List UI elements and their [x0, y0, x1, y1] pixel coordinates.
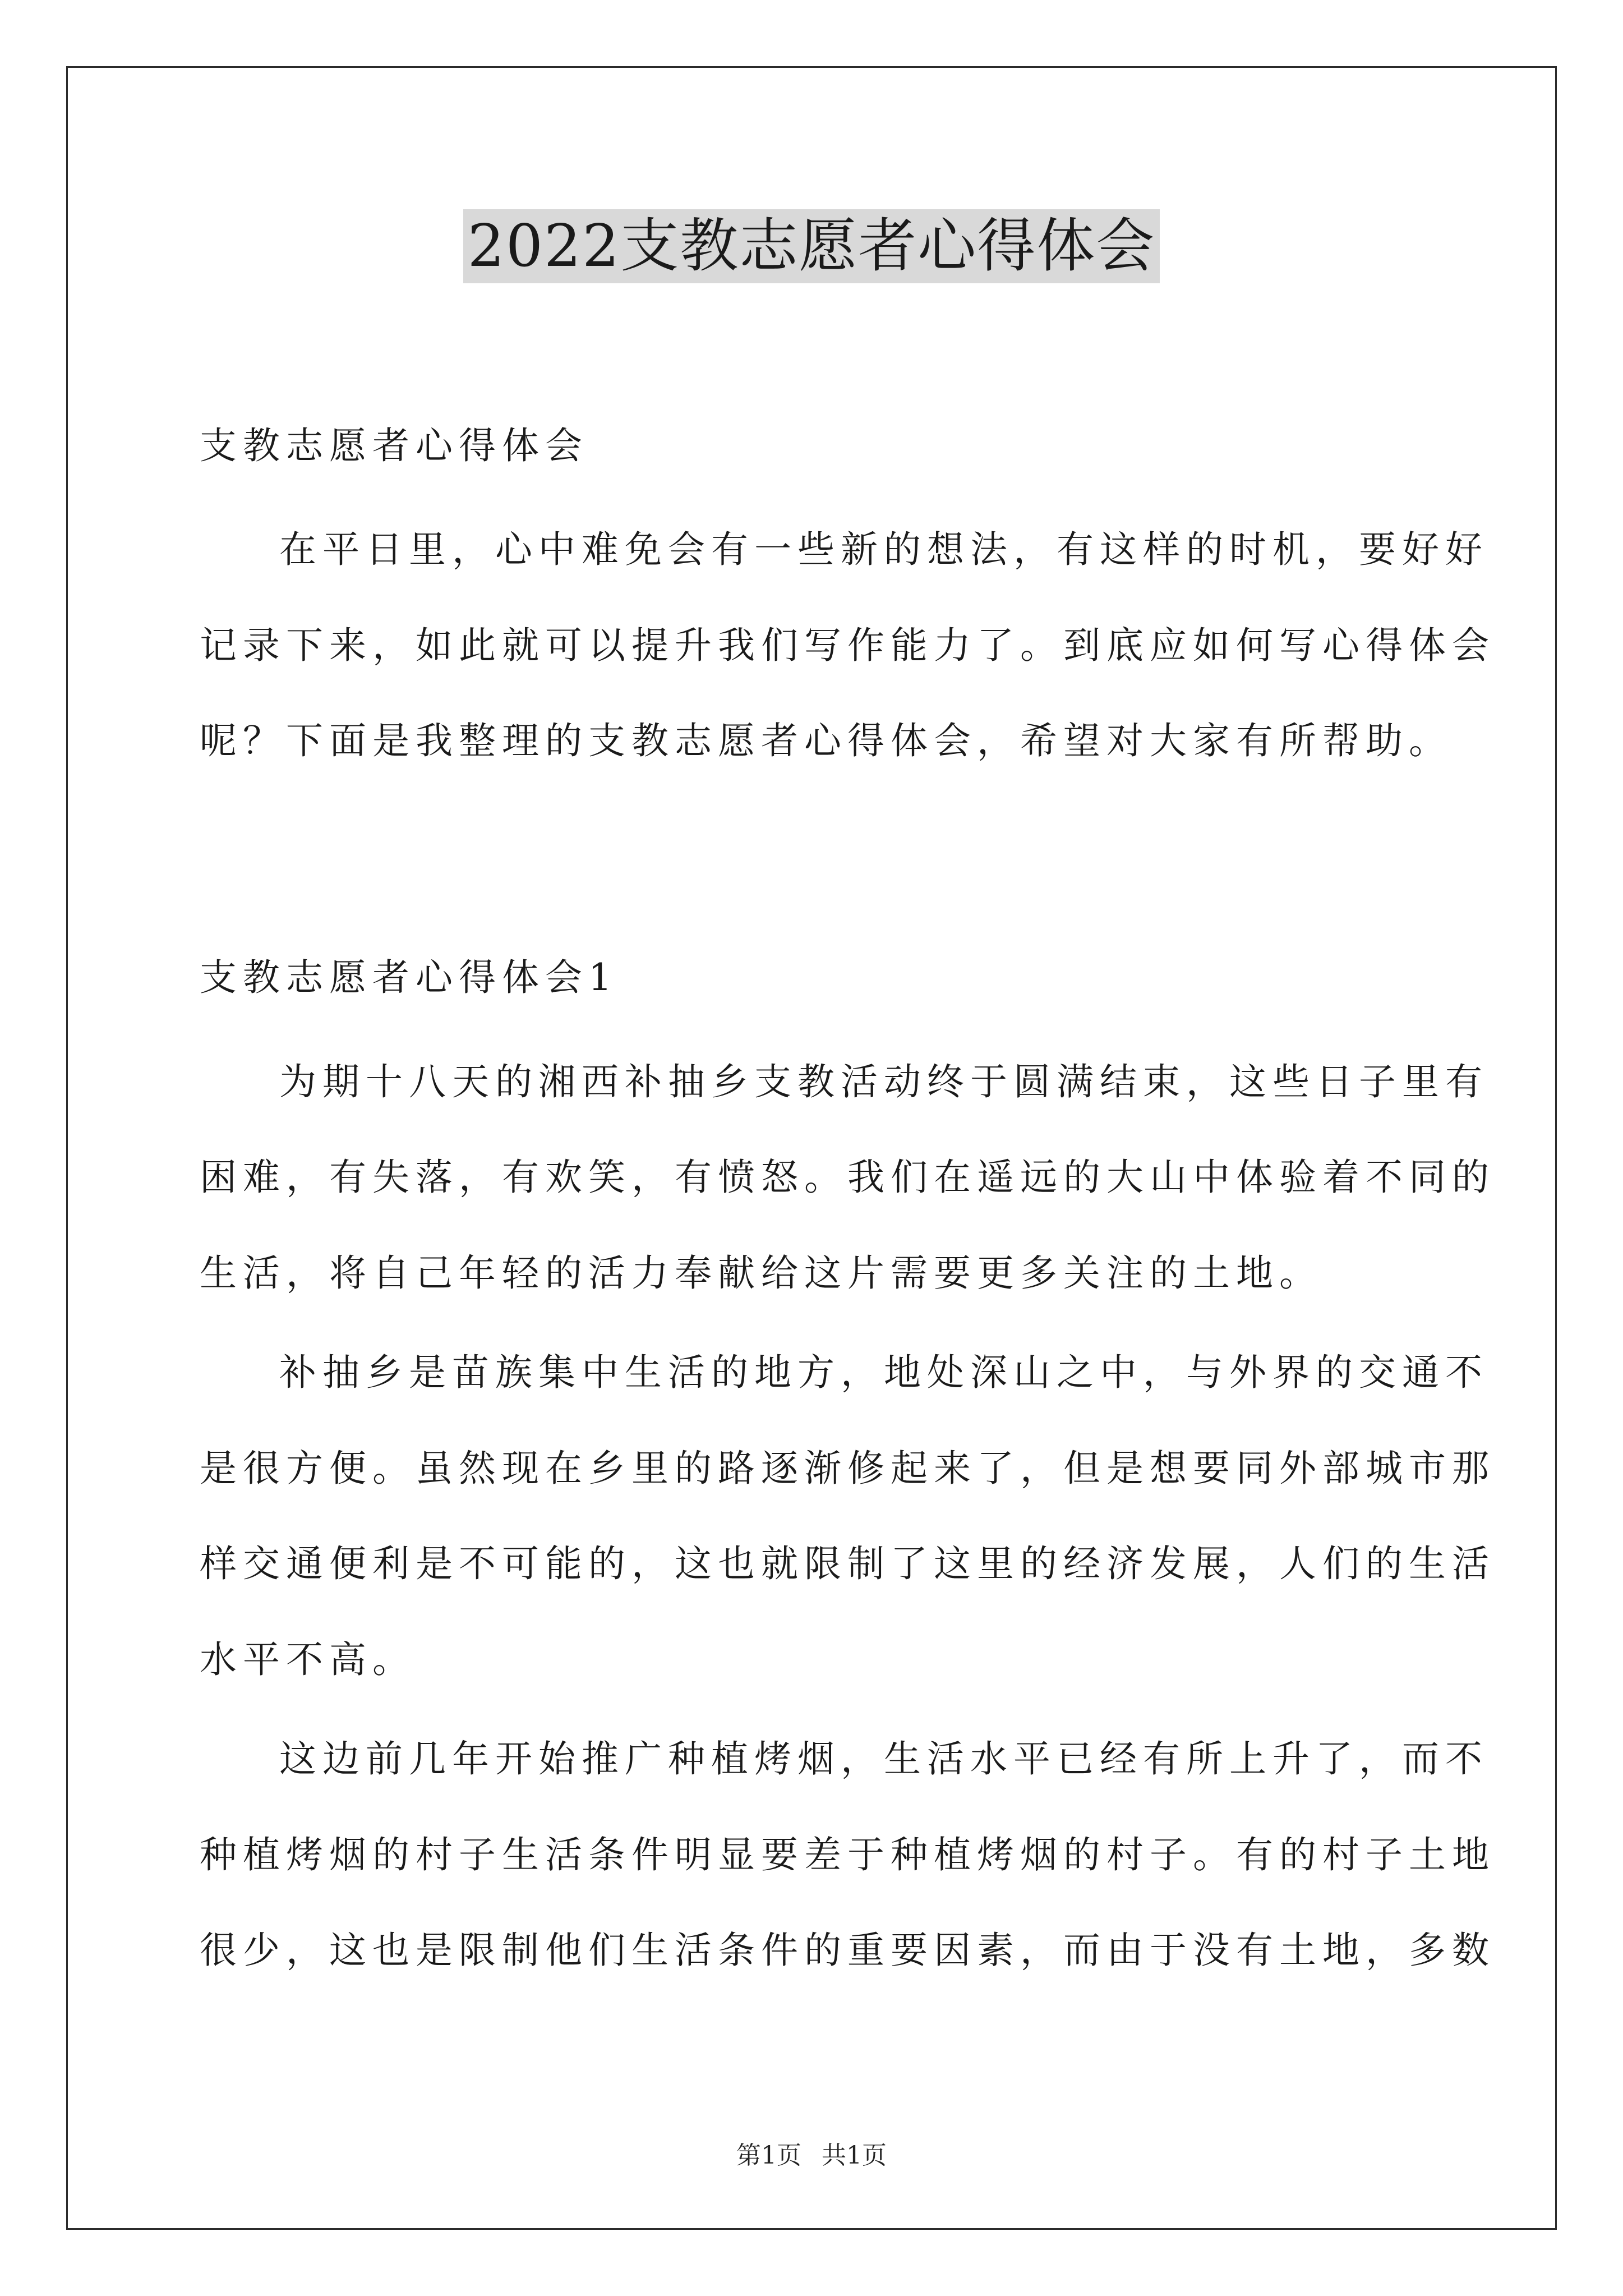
document-title: 2022支教志愿者心得体会 [463, 209, 1160, 283]
paragraph-line: 困难，有失落，有欢笑，有愤怒。我们在遥远的大山中体验着不同的 [200, 1156, 1495, 1199]
paragraph-line: 这边前几年开始推广种植烤烟，生活水平已经有所上升了，而不 [279, 1737, 1488, 1780]
paragraph-line: 是很方便。虽然现在乡里的路逐渐修起来了，但是想要同外部城市那 [200, 1447, 1495, 1490]
paragraph-line: 记录下来，如此就可以提升我们写作能力了。到底应如何写心得体会 [200, 624, 1495, 667]
paragraph-line: 生活，将自己年轻的活力奉献给这片需要更多关注的土地。 [200, 1251, 1322, 1295]
document-page [66, 66, 1557, 2230]
paragraph-line: 呢？下面是我整理的支教志愿者心得体会，希望对大家有所帮助。 [200, 719, 1452, 762]
paragraph-line: 水平不高。 [200, 1638, 416, 1681]
page-total: 共1页 [822, 2141, 887, 2170]
page-footer [68, 2135, 1555, 2171]
paragraph-line: 样交通便利是不可能的，这也就限制了这里的经济发展，人们的生活 [200, 1542, 1495, 1585]
paragraph-line: 种植烤烟的村子生活条件明显要差于种植烤烟的村子。有的村子土地 [200, 1833, 1495, 1876]
page-number: 第1页 [736, 2141, 801, 2170]
paragraph-line: 为期十八天的湘西补抽乡支教活动终于圆满结束，这些日子里有 [279, 1060, 1488, 1103]
title-container [68, 209, 1555, 283]
paragraph-line: 补抽乡是苗族集中生活的地方，地处深山之中，与外界的交通不 [279, 1351, 1488, 1394]
paragraph-line: 很少，这也是限制他们生活条件的重要因素，而由于没有土地，多数 [200, 1929, 1495, 1972]
paragraph-line: 在平日里，心中难免会有一些新的想法，有这样的时机，要好好 [279, 528, 1488, 571]
section-heading: 支教志愿者心得体会1 [200, 956, 618, 999]
section-heading: 支教志愿者心得体会 [200, 424, 588, 467]
